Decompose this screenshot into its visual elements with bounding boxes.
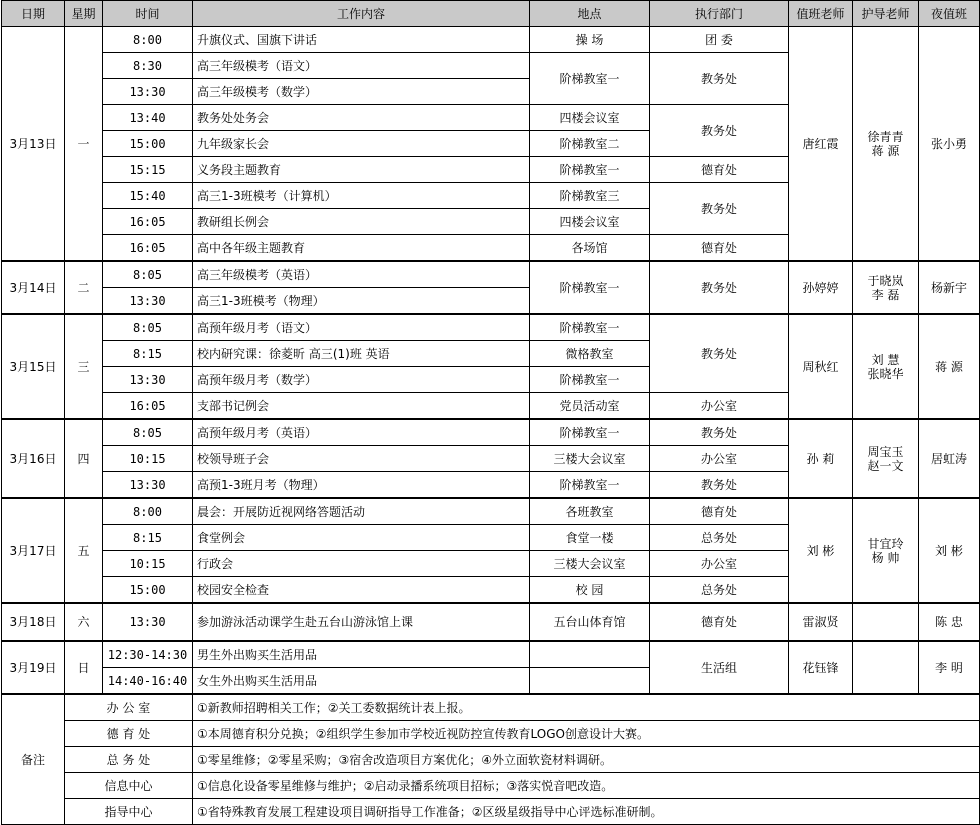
header-location: 地点	[530, 1, 650, 27]
content-cell: 高三1-3班模考（物理）	[193, 288, 530, 315]
header-guard-teacher: 护导老师	[853, 1, 919, 27]
notes-department: 总 务 处	[65, 747, 193, 773]
department-cell: 教务处	[650, 53, 789, 105]
time-cell: 16:05	[103, 235, 193, 262]
time-cell: 8:05	[103, 314, 193, 341]
content-cell: 高预年级月考（英语）	[193, 419, 530, 446]
time-cell: 15:00	[103, 131, 193, 157]
date-cell: 3月15日	[2, 314, 65, 419]
notes-text: ①零星维修；②零星采购；③宿舍改造项目方案优化；④外立面软瓷材料调研。	[193, 747, 980, 773]
time-cell: 13:30	[103, 79, 193, 105]
department-cell: 教务处	[650, 419, 789, 446]
content-cell: 女生外出购买生活用品	[193, 668, 530, 695]
location-cell: 阶梯教室一	[530, 157, 650, 183]
notes-department: 信息中心	[65, 773, 193, 799]
notes-row	[2, 694, 980, 721]
duty-teacher-cell: 周秋红	[789, 314, 853, 419]
content-cell: 义务段主题教育	[193, 157, 530, 183]
guard-teacher-name: 甘宜玲	[867, 536, 904, 551]
weekly-schedule-table	[1, 0, 980, 825]
table-row	[2, 419, 980, 446]
content-cell: 晨会：开展防近视网络答题活动	[193, 498, 530, 525]
table-row	[2, 641, 980, 668]
notes-department: 德 育 处	[65, 721, 193, 747]
location-cell: 阶梯教室三	[530, 183, 650, 209]
guard-teacher-name: 赵一文	[867, 458, 904, 473]
location-cell: 操 场	[530, 27, 650, 53]
department-cell: 总务处	[650, 525, 789, 551]
night-duty-cell: 居虹涛	[919, 419, 980, 498]
time-cell: 12:30-14:30	[103, 641, 193, 668]
location-cell: 阶梯教室一	[530, 261, 650, 314]
date-cell: 3月19日	[2, 641, 65, 694]
guard-teacher-name: 张晓华	[867, 366, 904, 381]
time-cell: 15:40	[103, 183, 193, 209]
date-cell: 3月13日	[2, 27, 65, 262]
notes-text: ①本周德育积分兑换；②组织学生参加市学校近视防控宣传教育LOGO创意设计大赛。	[193, 721, 980, 747]
night-duty-cell: 刘 彬	[919, 498, 980, 603]
location-cell: 三楼大会议室	[530, 551, 650, 577]
night-duty-cell: 李 明	[919, 641, 980, 694]
content-cell: 校领导班子会	[193, 446, 530, 472]
time-cell: 8:00	[103, 498, 193, 525]
location-cell: 四楼会议室	[530, 209, 650, 235]
department-cell: 办公室	[650, 393, 789, 420]
notes-row	[2, 721, 980, 747]
duty-teacher-cell: 刘 彬	[789, 498, 853, 603]
department-cell: 德育处	[650, 603, 789, 641]
header-night-duty: 夜值班	[919, 1, 980, 27]
night-duty-cell: 蒋 源	[919, 314, 980, 419]
content-cell: 高三年级模考（语文）	[193, 53, 530, 79]
time-cell: 16:05	[103, 209, 193, 235]
duty-teacher-cell: 花钰锋	[789, 641, 853, 694]
notes-row	[2, 747, 980, 773]
content-cell: 高中各年级主题教育	[193, 235, 530, 262]
guard-teacher-name: 周宝玉	[867, 444, 904, 459]
location-cell	[530, 668, 650, 695]
header-department: 执行部门	[650, 1, 789, 27]
time-cell: 8:15	[103, 525, 193, 551]
header-date: 日期	[2, 1, 65, 27]
content-cell: 高三1-3班模考（计算机）	[193, 183, 530, 209]
header-time: 时间	[103, 1, 193, 27]
location-cell: 食堂一楼	[530, 525, 650, 551]
night-duty-cell: 陈 忠	[919, 603, 980, 641]
content-cell: 高三年级模考（英语）	[193, 261, 530, 288]
date-cell: 3月18日	[2, 603, 65, 641]
night-duty-cell: 张小勇	[919, 27, 980, 262]
guard-teacher-cell	[853, 641, 919, 694]
table-row	[2, 498, 980, 525]
header-weekday: 星期	[65, 1, 103, 27]
notes-text: ①省特殊教育发展工程建设项目调研指导工作准备；②区级星级指导中心评选标准研制。	[193, 799, 980, 825]
table-row	[2, 603, 980, 641]
time-cell: 8:30	[103, 53, 193, 79]
location-cell: 阶梯教室一	[530, 419, 650, 446]
guard-teacher-name: 刘 慧	[871, 352, 900, 367]
department-cell: 办公室	[650, 551, 789, 577]
guard-teacher-cell	[853, 261, 919, 314]
time-cell: 16:05	[103, 393, 193, 420]
department-cell: 教务处	[650, 183, 789, 235]
time-cell: 15:15	[103, 157, 193, 183]
guard-teacher-name: 李 磊	[871, 287, 900, 302]
guard-teacher-name: 徐青青	[867, 129, 904, 144]
guard-teacher-cell	[853, 419, 919, 498]
location-cell: 阶梯教室一	[530, 367, 650, 393]
location-cell: 阶梯教室二	[530, 131, 650, 157]
weekday-cell: 一	[65, 27, 103, 262]
weekday-cell: 六	[65, 603, 103, 641]
time-cell: 13:40	[103, 105, 193, 131]
content-cell: 高预年级月考（数学）	[193, 367, 530, 393]
notes-row	[2, 773, 980, 799]
table-row	[2, 314, 980, 341]
date-cell: 3月14日	[2, 261, 65, 314]
weekday-cell: 四	[65, 419, 103, 498]
header-content: 工作内容	[193, 1, 530, 27]
department-cell: 德育处	[650, 235, 789, 262]
department-cell: 教务处	[650, 314, 789, 393]
time-cell: 15:00	[103, 577, 193, 604]
guard-teacher-cell	[853, 603, 919, 641]
department-cell: 教务处	[650, 472, 789, 499]
weekday-cell: 三	[65, 314, 103, 419]
time-cell: 8:05	[103, 419, 193, 446]
location-cell: 微格教室	[530, 341, 650, 367]
notes-department: 指导中心	[65, 799, 193, 825]
time-cell: 13:30	[103, 603, 193, 641]
location-cell: 五台山体育馆	[530, 603, 650, 641]
content-cell: 教研组长例会	[193, 209, 530, 235]
table-row	[2, 261, 980, 288]
weekday-cell: 五	[65, 498, 103, 603]
content-cell: 男生外出购买生活用品	[193, 641, 530, 668]
weekday-cell: 日	[65, 641, 103, 694]
location-cell: 阶梯教室一	[530, 314, 650, 341]
guard-teacher-name: 于晓岚	[867, 273, 904, 288]
department-cell: 教务处	[650, 105, 789, 157]
content-cell: 高预年级月考（语文）	[193, 314, 530, 341]
content-cell: 高三年级模考（数学）	[193, 79, 530, 105]
content-cell: 支部书记例会	[193, 393, 530, 420]
time-cell: 10:15	[103, 551, 193, 577]
time-cell: 13:30	[103, 288, 193, 315]
time-cell: 13:30	[103, 367, 193, 393]
content-cell: 九年级家长会	[193, 131, 530, 157]
time-cell: 8:15	[103, 341, 193, 367]
guard-teacher-name: 杨 帅	[871, 550, 900, 565]
location-cell: 党员活动室	[530, 393, 650, 420]
header-row	[2, 1, 980, 27]
weekday-cell: 二	[65, 261, 103, 314]
department-cell: 办公室	[650, 446, 789, 472]
header-duty-teacher: 值班老师	[789, 1, 853, 27]
content-cell: 参加游泳活动课学生赴五台山游泳馆上课	[193, 603, 530, 641]
content-cell: 升旗仪式、国旗下讲话	[193, 27, 530, 53]
department-cell: 团 委	[650, 27, 789, 53]
department-cell: 总务处	[650, 577, 789, 604]
location-cell: 四楼会议室	[530, 105, 650, 131]
department-cell: 德育处	[650, 498, 789, 525]
time-cell: 8:05	[103, 261, 193, 288]
time-cell: 10:15	[103, 446, 193, 472]
location-cell: 三楼大会议室	[530, 446, 650, 472]
notes-label: 备注	[2, 694, 65, 825]
location-cell: 阶梯教室一	[530, 472, 650, 499]
guard-teacher-cell	[853, 314, 919, 419]
department-cell: 教务处	[650, 261, 789, 314]
date-cell: 3月16日	[2, 419, 65, 498]
location-cell	[530, 641, 650, 668]
duty-teacher-cell: 雷淑贤	[789, 603, 853, 641]
department-cell: 生活组	[650, 641, 789, 694]
duty-teacher-cell: 孙 莉	[789, 419, 853, 498]
time-cell: 13:30	[103, 472, 193, 499]
duty-teacher-cell: 孙婷婷	[789, 261, 853, 314]
content-cell: 食堂例会	[193, 525, 530, 551]
department-cell: 德育处	[650, 157, 789, 183]
duty-teacher-cell: 唐红霞	[789, 27, 853, 262]
notes-text: ①新教师招聘相关工作；②关工委数据统计表上报。	[193, 694, 980, 721]
content-cell: 教务处处务会	[193, 105, 530, 131]
night-duty-cell: 杨新宇	[919, 261, 980, 314]
guard-teacher-cell	[853, 498, 919, 603]
guard-teacher-name: 蒋 源	[871, 143, 900, 158]
location-cell: 校 园	[530, 577, 650, 604]
location-cell: 各班教室	[530, 498, 650, 525]
table-row	[2, 27, 980, 53]
notes-department: 办 公 室	[65, 694, 193, 721]
location-cell: 阶梯教室一	[530, 53, 650, 105]
content-cell: 校园安全检查	[193, 577, 530, 604]
content-cell: 校内研究课：徐菱昕 高三(1)班 英语	[193, 341, 530, 367]
time-cell: 8:00	[103, 27, 193, 53]
content-cell: 高预1-3班月考（物理）	[193, 472, 530, 499]
date-cell: 3月17日	[2, 498, 65, 603]
guard-teacher-cell	[853, 27, 919, 262]
content-cell: 行政会	[193, 551, 530, 577]
notes-row	[2, 799, 980, 825]
notes-text: ①信息化设备零星维修与维护；②启动录播系统项目招标；③落实悦音吧改造。	[193, 773, 980, 799]
location-cell: 各场馆	[530, 235, 650, 262]
time-cell: 14:40-16:40	[103, 668, 193, 695]
